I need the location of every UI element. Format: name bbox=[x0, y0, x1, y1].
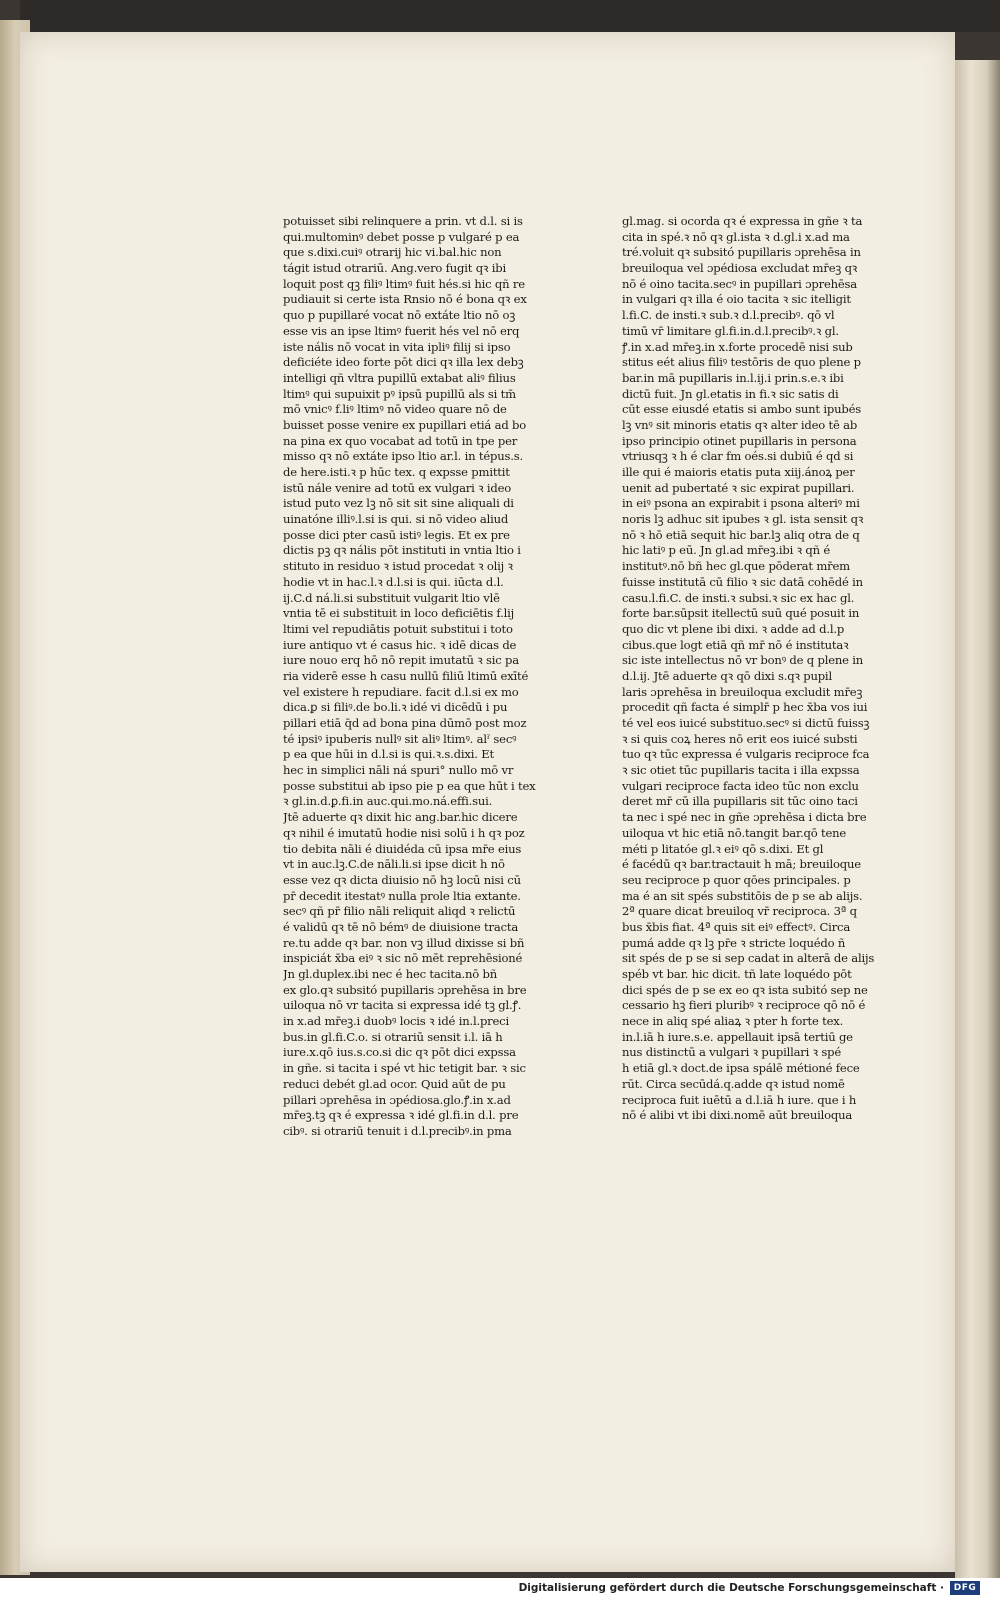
text-line: loquit post qꝫ filiꝰ ltimꝰ fuit hés.si hic qñ re bbox=[283, 276, 525, 291]
text-line: bar.in mā pupillaris in.l.ij.i prin.s.e.ꝛ ibi bbox=[622, 370, 844, 385]
text-line: Jn gl.duplex.ibi nec é hec tacita.nō bñ bbox=[283, 967, 498, 981]
text-line: nus distinctū a vulgari ꝛ pupillari ꝛ spé bbox=[622, 1045, 842, 1060]
text-line: uenit ad pubertaté ꝛ sic expirat pupillari. bbox=[622, 480, 855, 495]
text-line: in x.ad mr̄eꝫ.i duobꝰ locis ꝛ idé in.l.preci bbox=[283, 1014, 509, 1029]
text-line: quo p pupillaré vocat nō extáte ltio nō oꝫ bbox=[283, 308, 516, 323]
text-line: cita in spé.ꝛ nō qꝛ gl.ista ꝛ d.gl.i x.ad ma bbox=[622, 229, 850, 244]
text-line: stitus eét alius filiꝰ testōris de quo plene p bbox=[622, 355, 861, 370]
text-line: mr̄eꝫ.tꝫ qꝛ é expressa ꝛ idé gl.fi.in d.l. pre bbox=[283, 1108, 519, 1123]
text-line: breuiloqua vel ɔpédiosa excludat mr̄eꝫ qꝛ bbox=[622, 261, 858, 276]
text-line: pudiauit si certe ista Rnsio nō é bona qꝛ ex bbox=[283, 292, 527, 307]
text-line: que s.dixi.cuiꝰ otrarij hic vi.bal.hic non bbox=[283, 245, 502, 260]
text-line: posse substitui ab ipso pie p ea que hūt i tex bbox=[283, 778, 536, 793]
text-line: tio debita nāli é diuidéda cū ipsa mr̄e eius bbox=[283, 841, 522, 856]
text-line: cibꝰ. si otrariū tenuit i d.l.precibꝰ.in pma bbox=[283, 1123, 512, 1138]
text-line: uinatóne illiꝰ.l.si is qui. si nō video aliud bbox=[283, 512, 509, 527]
text-line: istū nále venire ad totū ex vulgari ꝛ ideo bbox=[283, 480, 512, 495]
text-column-left bbox=[283, 214, 543, 1140]
text-line: tré.voluit qꝛ subsitó pupillaris ɔprehēsa in bbox=[622, 245, 861, 260]
text-line: gl.mag. si ocorda qꝛ é expressa in gñe ꝛ ta bbox=[622, 214, 863, 228]
text-line: noris lꝫ adhuc sit ipubes ꝛ gl. ista sensit qꝛ bbox=[622, 512, 864, 527]
text-line: forte bar.sūpsit itellectū suū qué posuit in bbox=[622, 606, 860, 621]
text-line: deficiéte ideo forte pōt dici qꝛ illa lex debꝫ bbox=[283, 355, 524, 370]
text-line: hic latiꝰ p eū. Jn gl.ad mr̄eꝫ.ibi ꝛ qñ é bbox=[622, 543, 831, 558]
text-line: ltimꝰ qui supuixit pꝰ ipsū pupillū als si tm̄ bbox=[283, 386, 516, 401]
text-line: dictū fuit. Jn gl.etatis in fi.ꝛ sic satis di bbox=[622, 386, 839, 401]
text-column-right bbox=[622, 214, 884, 1124]
text-line: iste nális nō vocat in vita ipliꝰ filij si ipso bbox=[283, 339, 511, 354]
text-line: ꝛ sic otiet tūc pupillaris tacita i illa expssa bbox=[622, 763, 860, 778]
text-line: re.tu adde qꝛ bar. non vꝫ illud dixisse si bñ bbox=[283, 935, 525, 950]
text-line: vt in auc.lꝫ.C.de nāli.li.si ipse dicit h nō bbox=[283, 857, 505, 872]
text-line: iure nouo erq hō nō repit imutatū ꝛ sic pa bbox=[283, 653, 519, 668]
text-line: spéb vt bar. hic dicit. tñ late loquédo pōt bbox=[622, 967, 852, 981]
text-line: casu.l.fi.C. de insti.ꝛ subsi.ꝛ sic ex hac gl. bbox=[622, 590, 855, 605]
text-line: reduci debét gl.ad ocor. Quid aūt de pu bbox=[283, 1076, 506, 1091]
text-line: ꝭ.in x.ad mr̄eꝫ.in x.forte procedē nisi sub bbox=[622, 339, 853, 354]
text-line: bus x̄bis fiat. 4ª quis sit eiꝰ effectꝰ. Circa bbox=[622, 919, 851, 934]
text-line: nō ꝛ hō etiā sequit hic bar.lꝫ aliq otra de q bbox=[622, 527, 860, 542]
text-line: l.fi.C. de insti.ꝛ sub.ꝛ d.l.precibꝰ. qō vl bbox=[622, 308, 835, 323]
dfg-logo: DFG bbox=[950, 1581, 980, 1595]
text-line: té vel eos iuicé substituo.secꝰ si dictū fuissꝫ bbox=[622, 716, 870, 730]
scan-top-edge bbox=[20, 0, 1000, 32]
text-line: vel existere h repudiare. facit d.l.si ex mo bbox=[283, 684, 519, 699]
book-edge-right bbox=[955, 60, 1000, 1578]
text-line: iure.x.qō ius.s.co.si dic qꝛ pōt dici expssa bbox=[283, 1045, 516, 1060]
text-line: tuo qꝛ tūc expressa é vulgaris reciproce fca bbox=[622, 747, 870, 762]
text-line: dictis pꝫ qꝛ nális pōt instituti in vntia ltio i bbox=[283, 543, 521, 558]
text-line: ex glo.qꝛ subsitó pupillaris ɔprehēsa in bre bbox=[283, 982, 527, 997]
text-line: buisset posse venire ex pupillari etiá ad bo bbox=[283, 417, 527, 432]
text-line: ma é an sit spés substitōis de p se ab alijs. bbox=[622, 888, 863, 903]
text-line: nō é oino tacita.secꝰ in pupillari ɔprehēsa bbox=[622, 276, 857, 291]
text-line: esse vez qꝛ dicta diuisio nō hꝫ locū nisi cū bbox=[283, 872, 521, 887]
text-line: cibus.que logt etiā qñ mr̄ nō é institutaꝛ bbox=[622, 637, 849, 652]
text-line: nece in aliq spé aliaꝝ ꝛ pter h forte tex. bbox=[622, 1014, 844, 1029]
text-line: potuisset sibi relinquere a prin. vt d.l. si is bbox=[283, 214, 523, 228]
text-line: rūt. Circa secūdá.q.adde qꝛ istud nomē bbox=[622, 1076, 845, 1091]
text-line: reciproca fuit iuētū a d.l.iā h iure. que i h bbox=[622, 1092, 857, 1107]
text-line: ꝛ gl.in.d.ꝑ.fi.in auc.qui.mo.ná.effi.sui. bbox=[283, 794, 493, 809]
text-line: misso qꝛ nō extáte ipso ltio ar.l. in tépus.s. bbox=[283, 449, 523, 464]
text-line: istud puto vez lꝫ nō sit sit sine aliquali di bbox=[283, 496, 514, 511]
text-line: 2ª quare dicat breuiloq vr̄ reciproca. 3ª q bbox=[622, 904, 857, 919]
text-line: nō é alibi vt ibi dixi.nomē aūt breuiloqua bbox=[622, 1108, 853, 1123]
text-line: ipso principio otinet pupillaris in persona bbox=[622, 433, 857, 448]
text-line: bus.in gl.fi.C.o. si otrariū sensit i.l. iā h bbox=[283, 1029, 503, 1044]
text-line: fuisse institutā cū filio ꝛ sic datā cohēdé in bbox=[622, 574, 863, 589]
text-line: quo dic vt plene ibi dixi. ꝛ adde ad d.l.p bbox=[622, 621, 845, 636]
text-line: méti p litatóe gl.ꝛ eiꝰ qō s.dixi. Et gl bbox=[622, 841, 824, 856]
text-line: vulgari reciproce facta ideo tūc non exclu bbox=[622, 778, 859, 793]
text-line: esse vis an ipse ltimꝰ fuerit hés vel nō erq bbox=[283, 323, 520, 338]
text-line: deret mr̄ cū illa pupillaris sit tūc oino taci bbox=[622, 794, 858, 809]
text-line: qui.multominꝰ debet posse p vulgaré p ea bbox=[283, 229, 520, 244]
text-line: ria viderē esse h casu nullū filiū ltimū exīté bbox=[283, 668, 529, 683]
text-line: de here.isti.ꝛ p hūc tex. q expsse pmittit bbox=[283, 465, 510, 479]
text-line: cūt esse eiusdé etatis si ambo sunt ipubés bbox=[622, 402, 861, 417]
text-line: iure antiquo vt é casus hic. ꝛ idē dicas de bbox=[283, 637, 517, 652]
text-line: seu reciproce p quor qōes principales. p bbox=[622, 872, 851, 887]
text-line: pillari etiā q̄d ad bona pina dūmō post moz bbox=[283, 716, 527, 730]
text-line: timū vr̄ limitare gl.fi.in.d.l.precibꝰ.ꝛ gl. bbox=[622, 323, 839, 338]
text-line: posse dici pter casū istiꝰ legis. Et ex pre bbox=[283, 527, 510, 542]
text-line: procedit qñ facta é simplr̄ p hec x̄ba vos iui bbox=[622, 700, 868, 715]
text-line: in gñe. si tacita i spé vt hic tetigit bar. ꝛ sic bbox=[283, 1061, 526, 1076]
text-line: laris ɔprehēsa in breuiloqua excludit mr̄eꝫ bbox=[622, 684, 863, 699]
text-line: pumá adde qꝛ lꝫ pr̄e ꝛ stricte loquédo ñ bbox=[622, 935, 846, 950]
text-line: cessario hꝫ fieri pluribꝰ ꝛ reciproce qō nō é bbox=[622, 998, 866, 1013]
text-line: dica.ꝑ si filiꝰ.de bo.li.ꝛ idé vi dicēdū i pu bbox=[283, 700, 508, 715]
text-line: na pina ex quo vocabat ad totū in tpe per bbox=[283, 433, 518, 448]
text-line: hec in simplici nāli ná spuri° nullo mō vr bbox=[283, 763, 514, 778]
text-line: institutꝰ.nō bñ hec gl.que pōderat mr̄em bbox=[622, 559, 850, 574]
text-line: Jtē aduerte qꝛ dixit hic ang.bar.hic dicere bbox=[283, 810, 518, 825]
text-line: ꝛ si quis coꝝ heres nō erit eos iuicé substi bbox=[622, 731, 858, 746]
text-line: vtriusqꝫ ꝛ h é clar fm oés.si dubiū é qd si bbox=[622, 449, 854, 464]
text-line: uiloqua nō vr tacita si expressa idé tꝫ gl.ꝭ. bbox=[283, 998, 522, 1013]
text-line: ta nec i spé nec in gñe ɔprehēsa i dicta bre bbox=[622, 810, 867, 825]
text-line: intelligi qñ vltra pupillū extabat aliꝰ filius bbox=[283, 370, 516, 385]
text-line: ij.C.d ná.li.si substituit vulgarit ltio vlē bbox=[283, 590, 500, 605]
text-line: sit spés de p se si sep cadat in alterā de alijs bbox=[622, 951, 875, 966]
text-line: pr̄ decedit itestatꝰ nulla prole ltia extante. bbox=[283, 888, 521, 903]
text-line: tágit istud otrariū. Ang.vero fugit qꝛ ibi bbox=[283, 261, 506, 276]
text-line: hodie vt in hac.l.ꝛ d.l.si is qui. iūcta d.l. bbox=[283, 574, 504, 589]
text-line: lꝫ vnꝰ sit minoris etatis qꝛ alter ideo tē ab bbox=[622, 417, 858, 432]
text-line: ltimi vel repudiātis potuit substitui i toto bbox=[283, 621, 513, 636]
text-line: é validū qꝛ tē nō bémꝰ de diuisione tracta bbox=[283, 919, 519, 934]
text-line: é facédū qꝛ bar.tractauit h mā; breuiloque bbox=[622, 857, 861, 872]
text-line: sic iste intellectus nō vr bonꝰ de q plene in bbox=[622, 653, 864, 668]
text-line: vntia tē ei substituit in loco deficiētis f.lij bbox=[283, 606, 515, 621]
text-line: uiloqua vt hic etiā nō.tangit bar.qō tene bbox=[622, 825, 847, 840]
footer-bar bbox=[0, 1578, 1000, 1599]
text-line: té ipsiꝰ ipuberis nullꝰ sit aliꝰ ltimꝰ. alˀ secꝰ bbox=[283, 731, 517, 746]
text-line: inspiciát x̄ba eiꝰ ꝛ sic nō mēt reprehēsioné bbox=[283, 951, 523, 966]
text-line: in vulgari qꝛ illa é oio tacita ꝛ sic itelligit bbox=[622, 292, 851, 307]
text-line: ille qui é maioris etatis puta xiij.ánoꝝ per bbox=[622, 465, 855, 479]
text-line: qꝛ nihil é imutatū hodie nisi solū i h qꝛ poz bbox=[283, 825, 525, 840]
text-line: pillari ɔprehēsa in ɔpédiosa.glo.ꝭ.in x.ad bbox=[283, 1092, 511, 1107]
funding-credit: Digitalisierung gefördert durch die Deutsche Forschungsgemeinschaft · bbox=[518, 1582, 944, 1594]
text-line: p ea que hūi in d.l.si is qui.ꝛ.s.dixi. Et bbox=[283, 747, 494, 762]
text-line: stituto in residuo ꝛ istud procedat ꝛ olij ꝛ bbox=[283, 559, 513, 574]
text-line: in eiꝰ psona an expirabit i psona alteriꝰ mi bbox=[622, 496, 860, 511]
text-line: h etiā gl.ꝛ doct.de ipsa spálē métioné fece bbox=[622, 1061, 860, 1076]
text-line: mō vnicꝰ f.liꝰ ltimꝰ nō video quare nō de bbox=[283, 402, 507, 417]
text-line: d.l.ij. Jtē aduerte qꝛ qō dixi s.qꝛ pupil bbox=[622, 668, 832, 683]
text-line: dici spés de p se ex eo qꝛ ista subitó sep ne bbox=[622, 982, 868, 997]
text-line: secꝰ qñ pr̄ filio nāli reliquit aliqd ꝛ relictū bbox=[283, 904, 516, 919]
text-line: in.l.iā h iure.s.e. appellauit ipsā tertiū ge bbox=[622, 1029, 853, 1044]
